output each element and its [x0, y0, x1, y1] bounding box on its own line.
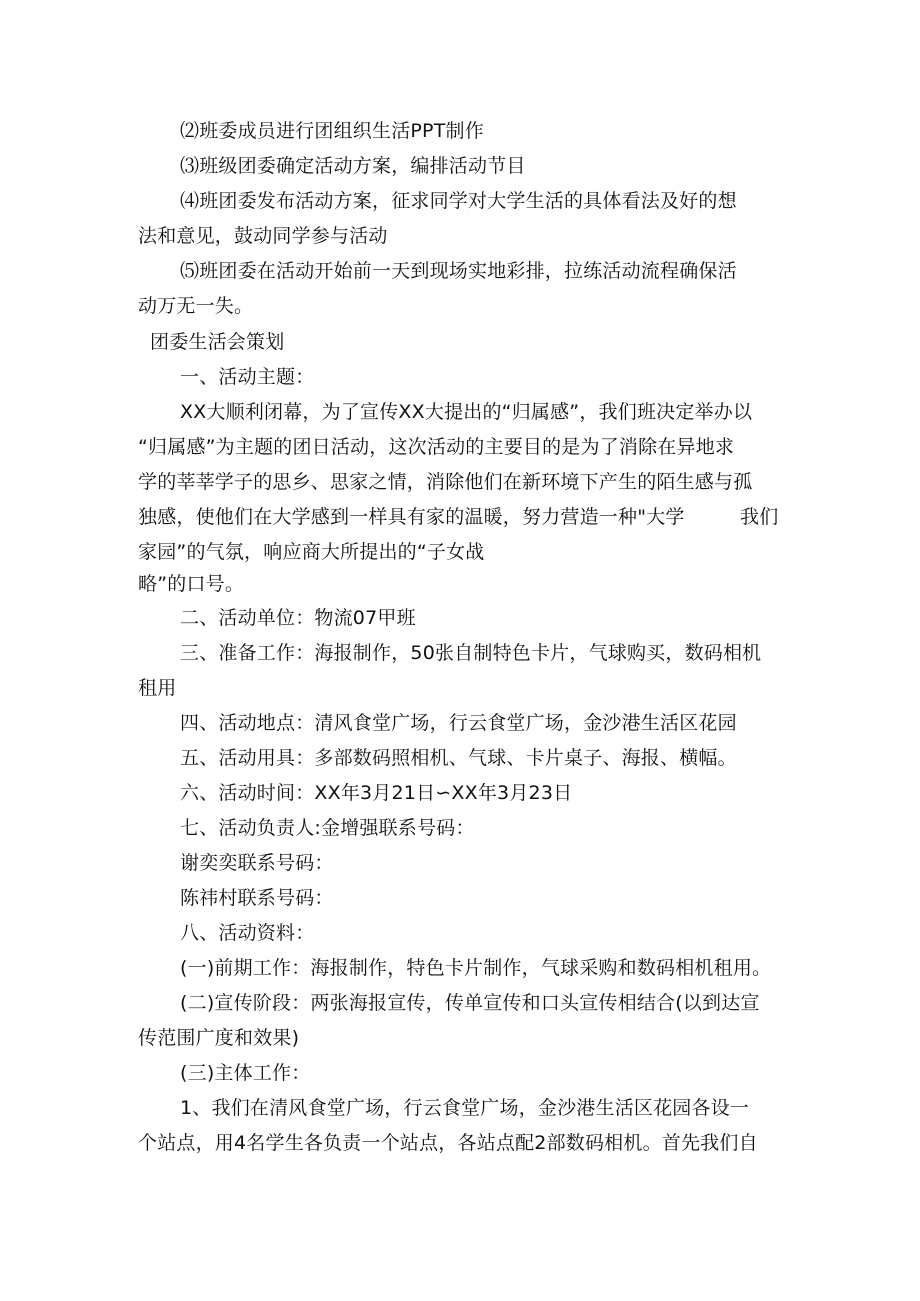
leader-3: 陈祎村联系号码：: [180, 887, 334, 909]
theme-line-5: 家园”的气氛，响应商大所提出的“子女战: [138, 541, 485, 563]
prep-step-2: ⑵班委成员进行团组织生活PPT制作: [180, 120, 484, 142]
activity-location: 四、活动地点：清风食堂广场，行云食堂广场，金沙港生活区花园: [180, 712, 737, 734]
prep-step-3: ⑶班级团委确定活动方案，编排活动节目: [180, 155, 526, 177]
theme-line-1: XX大顺利闭幕，为了宣传XX大提出的“归属感”，我们班决定举办以: [180, 401, 753, 423]
early-work: (一)前期工作：海报制作，特色卡片制作，气球采购和数码相机租用。: [180, 957, 772, 979]
theme-line-4: 独感，使他们在大学感到一样具有家的温暖，努力营造一种"大学: [138, 506, 685, 528]
activity-equipment: 五、活动用具：多部数码照相机、气球、卡片桌子、海报、横幅。: [180, 747, 737, 769]
main-work-line-1: 1、我们在清风食堂广场，行云食堂广场，金沙港生活区花园各设一: [180, 1097, 750, 1119]
prep-step-4-cont: 法和意见，鼓动同学参与活动: [138, 225, 388, 247]
theme-line-3: 学的莘莘学子的思乡、思家之情，消除他们在新环境下产生的陌生感与孤: [138, 471, 753, 493]
activity-time: 六、活动时间：XX年3月21日∽XX年3月23日: [180, 782, 573, 804]
promotion-line-2: 传范围广度和效果): [138, 1027, 300, 1049]
leader-2: 谢奕奕联系号码：: [180, 852, 334, 874]
prep-step-5-cont: 动万无一失。: [138, 295, 254, 317]
theme-line-4-tail: 我们: [740, 506, 779, 528]
main-work-line-2: 个站点，用4名学生各负责一个站点，各站点配2部数码相机。首先我们自: [138, 1132, 758, 1154]
prep-step-5: ⑸班团委在活动开始前一天到现场实地彩排，拉练活动流程确保活: [180, 260, 737, 282]
materials-heading: 八、活动资料：: [180, 922, 315, 944]
leader-1: 七、活动负责人:金增强联系号码：: [180, 817, 475, 839]
prep-step-4: ⑷班团委发布活动方案，征求同学对大学生活的具体看法及好的想: [180, 190, 737, 212]
preparation-line-2: 租用: [138, 677, 177, 699]
promotion-line-1: (二)宣传阶段：两张海报宣传，传单宣传和口头宣传相结合(以到达宣: [180, 992, 760, 1014]
section-title: 团委生活会策划: [150, 331, 285, 353]
theme-line-2: “归属感”为主题的团日活动，这次活动的主要目的是为了消除在异地求: [138, 436, 735, 458]
main-work-heading: (三)主体工作：: [180, 1062, 311, 1084]
theme-line-6: 略”的口号。: [138, 573, 245, 595]
activity-unit: 二、活动单位：物流07甲班: [180, 607, 416, 629]
preparation-line-1: 三、准备工作：海报制作，50张自制特色卡片，气球购买，数码相机: [180, 642, 762, 664]
theme-heading: 一、活动主题：: [180, 366, 315, 388]
